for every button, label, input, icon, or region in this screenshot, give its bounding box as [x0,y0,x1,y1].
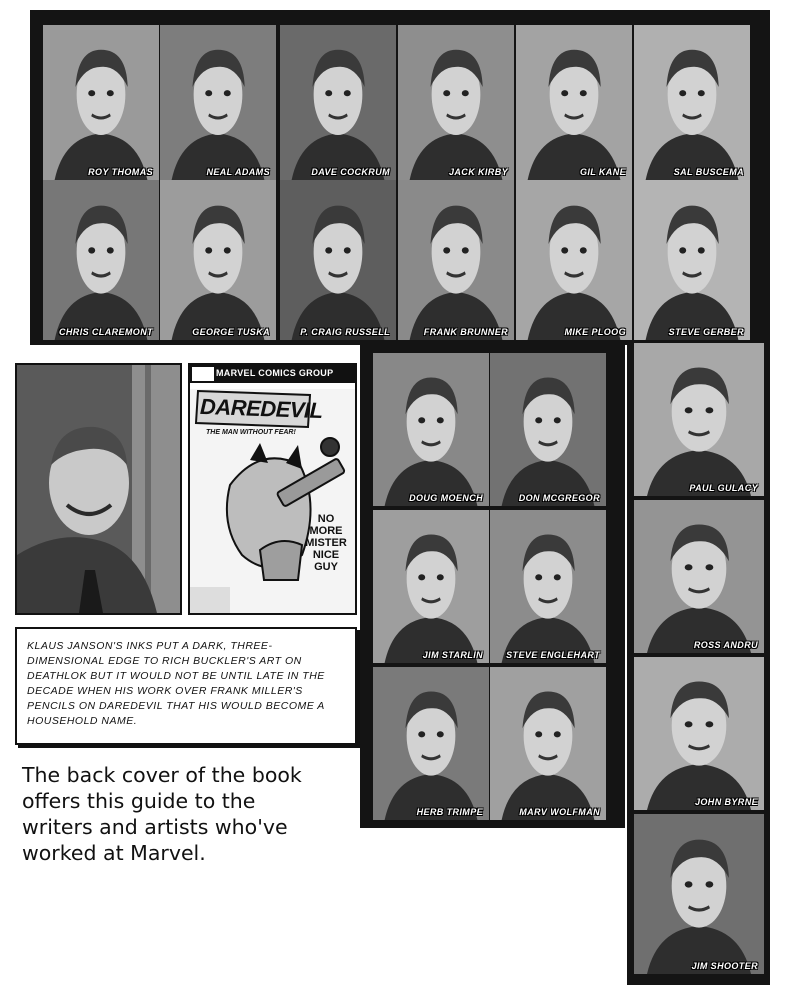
portrait-marv-wolfman [490,667,606,820]
portrait-jim-shooter [634,814,764,974]
portrait-silhouette [634,814,764,974]
portrait-caption: PAUL GULACY [689,483,758,493]
portrait-caption: JIM STARLIN [422,650,483,660]
comic-publisher: MARVEL COMICS GROUP [216,368,334,378]
portrait-george-tuska [160,180,276,340]
portrait-silhouette [398,25,514,180]
portrait-doug-moench [373,353,489,506]
portrait-ross-andru [634,500,764,653]
portrait-silhouette [634,343,764,496]
portrait-silhouette [634,657,764,810]
portrait-caption: P. CRAIG RUSSELL [300,327,390,337]
portrait-neal-adams [160,25,276,180]
portrait-silhouette [516,180,632,340]
portrait-silhouette [160,180,276,340]
portrait-caption: JIM SHOOTER [691,961,758,971]
portrait-roy-thomas [43,25,159,180]
portrait-caption: JACK KIRBY [448,167,508,177]
portrait-caption: FRANK BRUNNER [423,327,508,337]
portrait-caption: ROSS ANDRU [693,640,758,650]
portrait-steve-gerber [634,180,750,340]
portrait-silhouette [634,180,750,340]
portrait-caption: STEVE ENGLEHART [506,650,600,660]
portrait-silhouette [373,667,489,820]
portrait-silhouette [160,25,276,180]
portrait-silhouette [373,353,489,506]
portrait-sal-buscema [634,25,750,180]
caption-text: KLAUS JANSON'S INKS PUT A DARK, THREE-DIMENSIONAL EDGE TO RICH BUCKLER'S ART ON DEATHLOK BUT IT WOULD NOT BE UNTIL LATE IN THE DECADE WHEN HIS WORK OVER FRANK MILLER'S PENCILS ON DAREDEVIL THAT HIS WOULD BECOME A HOUSEHOLD NAME. [27,640,325,727]
portrait-silhouette [634,25,750,180]
portrait-paul-gulacy [634,343,764,496]
portrait-caption: STEVE GERBER [668,327,744,337]
portrait-herb-trimpe [373,667,489,820]
portrait-silhouette [490,667,606,820]
portrait-p-craig-russell [280,180,396,340]
portrait-john-byrne [634,657,764,810]
klaus-janson-photo [15,363,182,615]
portrait-don-mcgregor [490,353,606,506]
portrait-caption: SAL BUSCEMA [673,167,744,177]
portrait-caption: GIL KANE [579,167,626,177]
portrait-jim-starlin [373,510,489,663]
portrait-frank-brunner [398,180,514,340]
portrait-silhouette [280,25,396,180]
comic-tagline: THE MAN WITHOUT FEAR! [206,429,296,436]
portrait-silhouette [43,180,159,340]
portrait-silhouette [516,25,632,180]
back-cover-note: The back cover of the book offers this guide to the writers and artists who've worked at Marvel. [22,763,302,865]
portrait-mike-ploog [516,180,632,340]
portrait-chris-claremont [43,180,159,340]
comic-title: DAREDEVIL [199,393,324,424]
portrait-caption: DON MCGREGOR [518,493,600,503]
portrait-silhouette [398,180,514,340]
portrait-steve-englehart [490,510,606,663]
portrait-jack-kirby [398,25,514,180]
caption-box [15,627,357,745]
daredevil-comic-cover [188,363,357,615]
portrait-caption: CHRIS CLAREMONT [59,327,153,337]
portrait-silhouette [373,510,489,663]
portrait-caption: GEORGE TUSKA [192,327,270,337]
portrait-caption: HERB TRIMPE [416,807,483,817]
portrait-caption: DOUG MOENCH [409,493,483,503]
portrait-caption: MARV WOLFMAN [519,807,600,817]
portrait-silhouette [634,500,764,653]
portrait-gil-kane [516,25,632,180]
portrait-silhouette [280,180,396,340]
portrait-caption: ROY THOMAS [88,167,153,177]
portrait-caption: NEAL ADAMS [206,167,270,177]
portrait-silhouette [490,353,606,506]
portrait-caption: JOHN BYRNE [694,797,758,807]
portrait-caption: DAVE COCKRUM [311,167,390,177]
portrait-dave-cockrum [280,25,396,180]
comic-blurb: NO MORE MISTER NICE GUY [305,513,347,573]
portrait-caption: MIKE PLOOG [564,327,626,337]
portrait-silhouette [43,25,159,180]
portrait-silhouette [490,510,606,663]
klaus-janson-portrait [17,365,180,613]
